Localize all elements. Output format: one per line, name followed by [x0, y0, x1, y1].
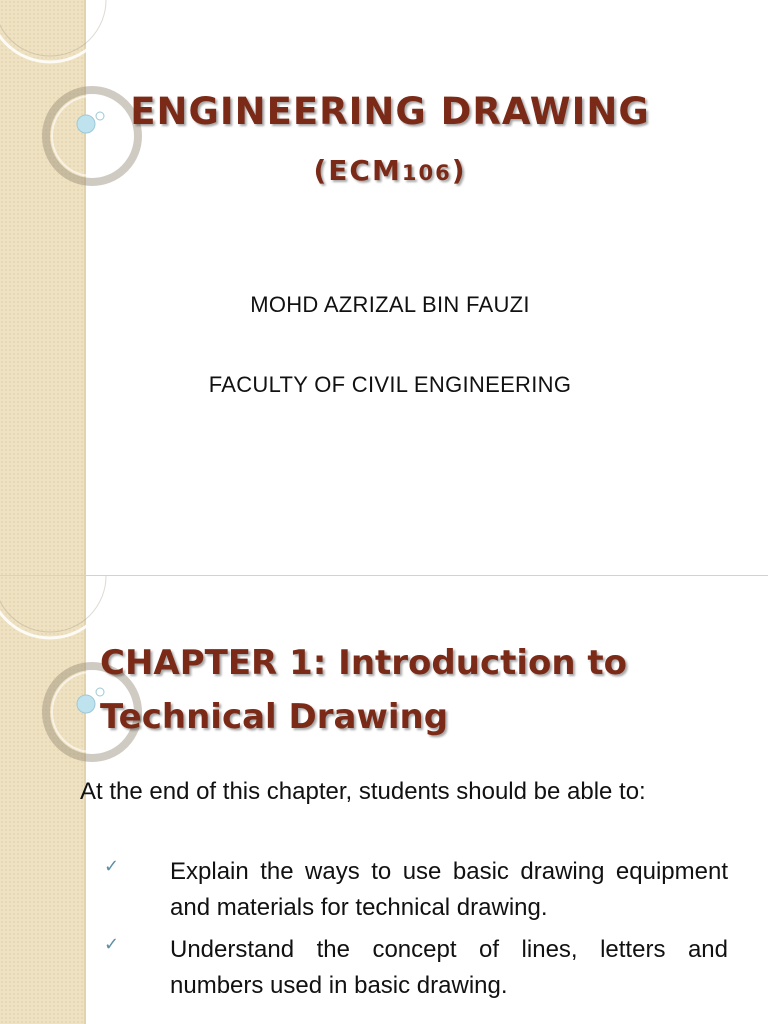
checkmark-icon: ✓	[104, 856, 120, 877]
presentation-title: ENGINEERING DRAWING	[130, 90, 650, 133]
chapter-title	[100, 636, 740, 744]
author-name: MOHD AZRIZAL BIN FAUZI	[250, 292, 530, 317]
checkmark-icon: ✓	[104, 934, 120, 955]
chapter-title-line2: Technical Drawing	[100, 697, 449, 737]
objective-text: Explain the ways to use basic drawing equipment and materials for technical drawing.	[170, 858, 728, 921]
intro-text: At the end of this chapter, students should be able to:	[80, 778, 646, 805]
course-code-close: )	[451, 154, 467, 187]
objectives-list	[80, 854, 728, 1010]
course-code-number: 106	[401, 161, 452, 185]
list-item	[80, 854, 728, 926]
list-item	[80, 932, 728, 1004]
course-code	[90, 154, 690, 187]
chapter-title-line1: CHAPTER 1: Introduction to	[100, 643, 628, 683]
chapter-slide	[0, 576, 768, 1024]
faculty-name: FACULTY OF CIVIL ENGINEERING	[208, 372, 572, 397]
objective-text: Understand the concept of lines, letters and numbers used in basic drawing.	[170, 936, 728, 999]
course-code-open: (ECM	[313, 154, 402, 187]
